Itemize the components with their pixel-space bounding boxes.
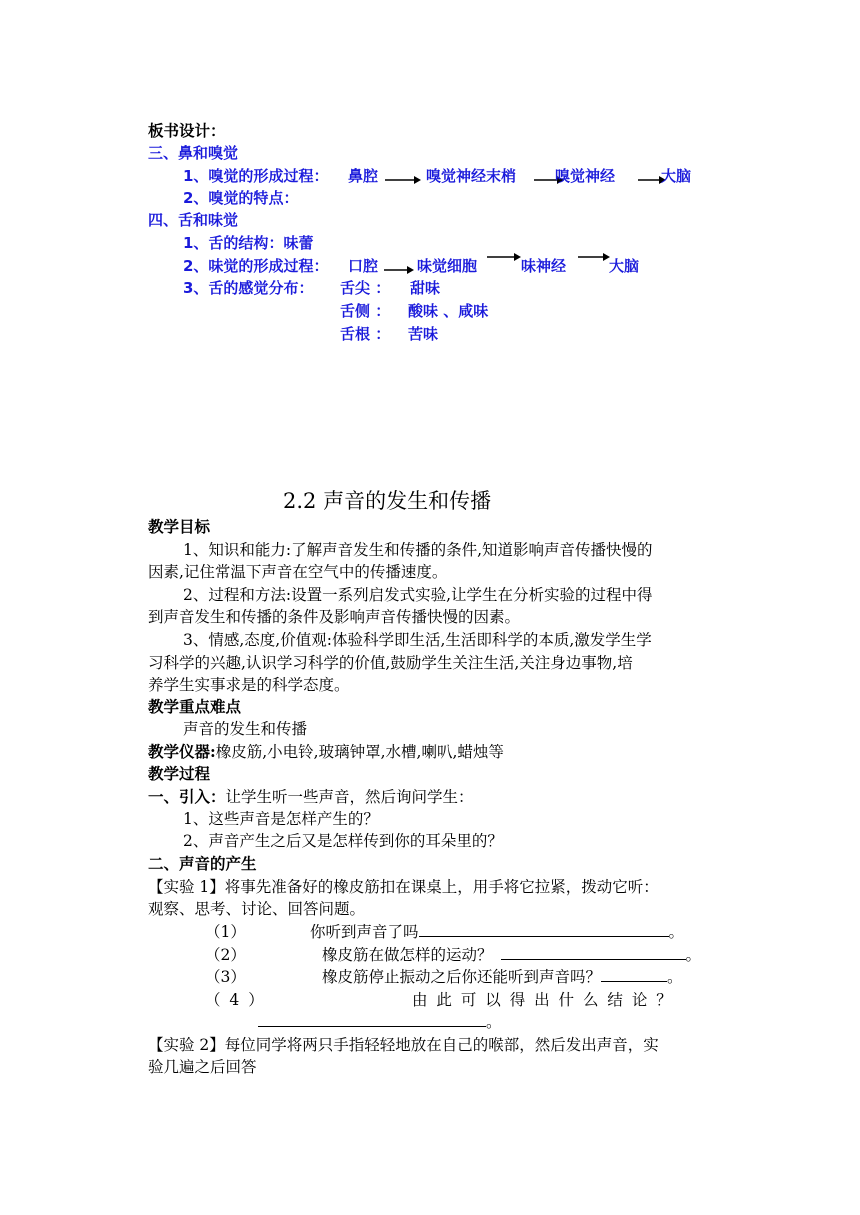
question-4-text: 由 此 可 以 得 出 什 么 结 论 ？ — [412, 991, 674, 1009]
intro-line — [148, 787, 474, 807]
answer-blank[interactable] — [258, 1012, 486, 1027]
period: 。 — [486, 1013, 502, 1031]
equipment-line — [148, 742, 504, 762]
goal-2-line-1: 2、过程和方法:设置一系列启发式实验,让学生在分析实验的过程中得 — [183, 586, 653, 604]
taste-process-label: 2、味觉的形成过程： — [183, 257, 329, 275]
goals-heading: 教学目标 — [148, 517, 211, 536]
arrow-icon — [486, 250, 522, 264]
section2-title: 二、声音的产生 — [148, 854, 257, 873]
intro-question-2: 2、声音产生之后又是怎样传到你的耳朵里的？ — [183, 832, 503, 850]
section3-title: 三、鼻和嗅觉 — [148, 144, 239, 162]
goal-2-line-2: 到声音发生和传播的条件及影响声音传播快慢的因素。 — [148, 608, 521, 626]
question-3-line — [322, 967, 683, 987]
question-4-number: （ 4 ） — [205, 991, 266, 1009]
question-2-text: 橡皮筋在做怎样的运动？ — [322, 946, 493, 964]
tongue-distribution-label: 3、舌的感觉分布： — [183, 279, 314, 297]
tongue-structure: 1、舌的结构：味蕾 — [183, 234, 314, 252]
question-1-text: 你听到声音了吗 — [310, 923, 419, 941]
process-heading: 教学过程 — [148, 764, 211, 783]
goal-1-line-2: 因素,记住常温下声音在空气中的传播速度。 — [148, 563, 448, 581]
experiment-2-line-2: 验几遍之后回答 — [148, 1058, 257, 1076]
key-points-text: 声音的发生和传播 — [183, 720, 308, 738]
taste-sour-salty: 酸味 、咸味 — [408, 302, 489, 320]
smell-step-4: 大脑 — [661, 167, 692, 185]
experiment-2-line-1 — [148, 1035, 659, 1055]
question-4-answer-line — [258, 1012, 502, 1032]
goal-3-line-3: 养学生实事求是的科学态度。 — [148, 676, 350, 694]
experiment-1-line-1 — [148, 877, 659, 897]
intro-label: 一、引入： — [148, 787, 226, 806]
smell-step-1: 鼻腔 — [348, 167, 379, 185]
smell-feature: 2、嗅觉的特点： — [183, 189, 299, 207]
taste-sweet: 甜味 — [410, 279, 441, 297]
experiment-1-tag: 【实验 1】 — [148, 878, 225, 896]
taste-bitter: 苦味 — [408, 325, 439, 343]
question-2-line — [322, 945, 701, 965]
section4-title: 四、舌和味觉 — [148, 211, 239, 229]
equipment-text: 橡皮筋,小电铃,玻璃钟罩,水槽,喇叭,蜡烛等 — [215, 743, 504, 761]
tongue-part-side: 舌侧 ： — [340, 302, 391, 320]
taste-step-3: 味神经 — [521, 257, 567, 275]
goal-3-line-1: 3、情感,态度,价值观:体验科学即生活,生活即科学的本质,激发学生学 — [183, 631, 652, 649]
intro-text: 让学生听一些声音，然后询问学生： — [225, 788, 474, 806]
taste-step-4: 大脑 — [609, 257, 640, 275]
lesson-title: 2.2 声音的发生和传播 — [283, 489, 492, 513]
period: 。 — [685, 946, 702, 964]
arrow-icon — [383, 261, 415, 275]
question-1-line — [310, 922, 684, 942]
intro-question-1: 1、这些声音是怎样产生的？ — [183, 810, 379, 828]
goal-3-line-2: 习科学的兴趣,认识学习科学的价值,鼓励学生关注生活,关注身边事物,培 — [148, 654, 633, 672]
question-1-number: （1） — [205, 923, 246, 941]
experiment-1-text: 将事先准备好的橡皮筋扣在课桌上，用手将它拉紧，拨动它听： — [224, 878, 659, 896]
answer-blank[interactable] — [419, 922, 669, 937]
answer-blank[interactable] — [501, 945, 686, 960]
arrow-icon — [384, 171, 422, 185]
smell-step-3: 嗅觉神经 — [555, 167, 616, 185]
experiment-2-text: 每位同学将两只手指轻轻地放在自己的喉部，然后发出声音，实 — [224, 1036, 659, 1054]
equipment-label: 教学仪器: — [148, 742, 216, 761]
taste-step-2: 味觉细胞 — [417, 257, 478, 275]
period: 。 — [668, 923, 685, 941]
tongue-part-tip: 舌尖 ： — [340, 279, 391, 297]
period: 。 — [667, 968, 683, 986]
answer-blank[interactable] — [601, 967, 667, 982]
experiment-1-line-2: 观察、思考、讨论、回答问题。 — [148, 900, 366, 918]
goal-1-line-1: 1、知识和能力:了解声音发生和传播的条件,知道影响声音传播快慢的 — [183, 541, 653, 559]
experiment-2-tag: 【实验 2】 — [148, 1036, 225, 1054]
question-3-number: （3） — [205, 968, 246, 986]
arrow-icon — [577, 250, 611, 264]
question-3-text: 橡皮筋停止振动之后你还能听到声音吗？ — [322, 968, 602, 986]
taste-step-1: 口腔 — [348, 257, 379, 275]
smell-step-2: 嗅觉神经末梢 — [426, 167, 517, 185]
board-heading: 板书设计： — [148, 121, 226, 140]
tongue-part-root: 舌根 ： — [340, 325, 391, 343]
smell-process-label: 1、嗅觉的形成过程： — [183, 167, 329, 185]
question-2-number: （2） — [205, 946, 246, 964]
key-points-heading: 教学重点难点 — [148, 697, 242, 716]
